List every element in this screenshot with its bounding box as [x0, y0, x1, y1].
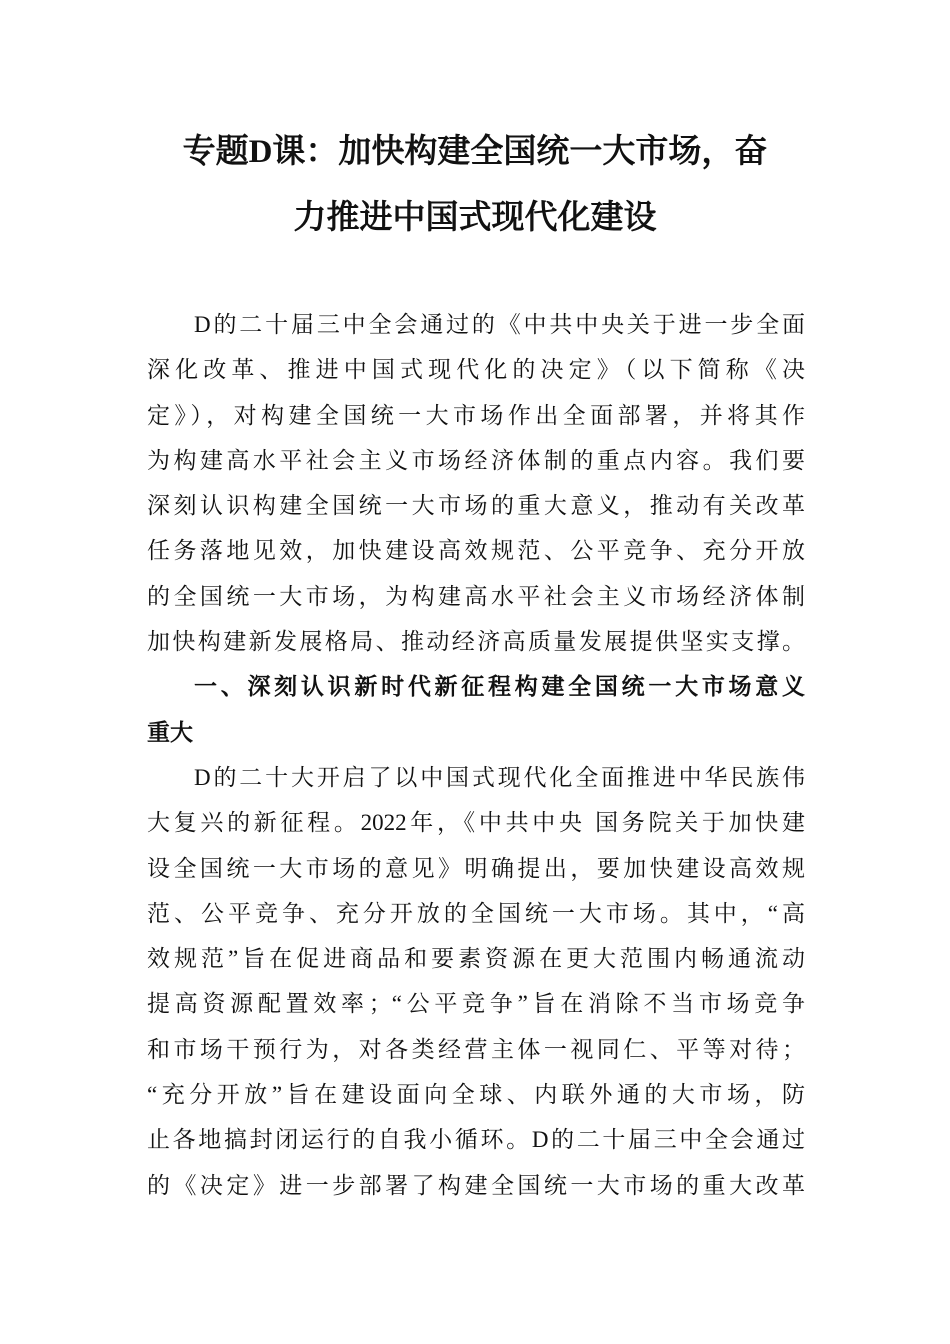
paragraph-2-line: 大复兴的新征程。2022年，《中共中央 国务院关于加快建: [147, 810, 805, 836]
paragraph-1-line: 任务落地见效，加快建设高效规范、公平竞争、充分开放: [147, 538, 805, 564]
paragraph-1-line: 深化改革、推进中国式现代化的决定》（以下简称《决: [147, 357, 805, 383]
paragraph-1-line: 深刻认识构建全国统一大市场的重大意义，推动有关改革: [147, 493, 805, 519]
paragraph-1-line: 定》），对构建全国统一大市场作出全面部署，并将其作: [147, 402, 805, 428]
paragraph-2-line: 效规范”旨在促进商品和要素资源在更大范围内畅通流动: [147, 946, 805, 972]
paragraph-2-line: 和市场干预行为，对各类经营主体一视同仁、平等对待；: [147, 1036, 805, 1062]
paragraph-2-line: 的《决定》进一步部署了构建全国统一大市场的重大改革: [147, 1172, 805, 1198]
paragraph-2-line: “充分开放”旨在建设面向全球、内联外通的大市场，防: [147, 1082, 805, 1108]
paragraph-1-line: 加快构建新发展格局、推动经济高质量发展提供坚实支撑。: [147, 629, 805, 655]
document-title-line-2: 力推进中国式现代化建设: [293, 200, 657, 236]
paragraph-2-line: 提高资源配置效率；“公平竞争”旨在消除不当市场竞争: [147, 991, 805, 1017]
paragraph-2-line: 止各地搞封闭运行的自我小循环。D的二十届三中全会通过: [147, 1127, 805, 1153]
paragraph-2-line: 范、公平竞争、充分开放的全国统一大市场。其中，“高: [147, 900, 805, 926]
paragraph-1-line: D的二十届三中全会通过的《中共中央关于进一步全面: [194, 312, 805, 337]
section-heading-line: 一、深刻认识新时代新征程构建全国统一大市场意义: [194, 674, 805, 700]
paragraph-1-line: 为构建高水平社会主义市场经济体制的重点内容。我们要: [147, 447, 805, 473]
document-title-line-1: 专题D课：加快构建全国统一大市场，奋: [182, 134, 768, 170]
paragraph-2-line: 设全国统一大市场的意见》明确提出，要加快建设高效规: [147, 855, 805, 881]
document-body: [147, 302, 805, 1208]
paragraph-1-line: 的全国统一大市场，为构建高水平社会主义市场经济体制: [147, 583, 805, 609]
paragraph-2-line: D的二十大开启了以中国式现代化全面推进中华民族伟: [194, 764, 805, 790]
section-heading-line: 重大: [147, 719, 193, 745]
